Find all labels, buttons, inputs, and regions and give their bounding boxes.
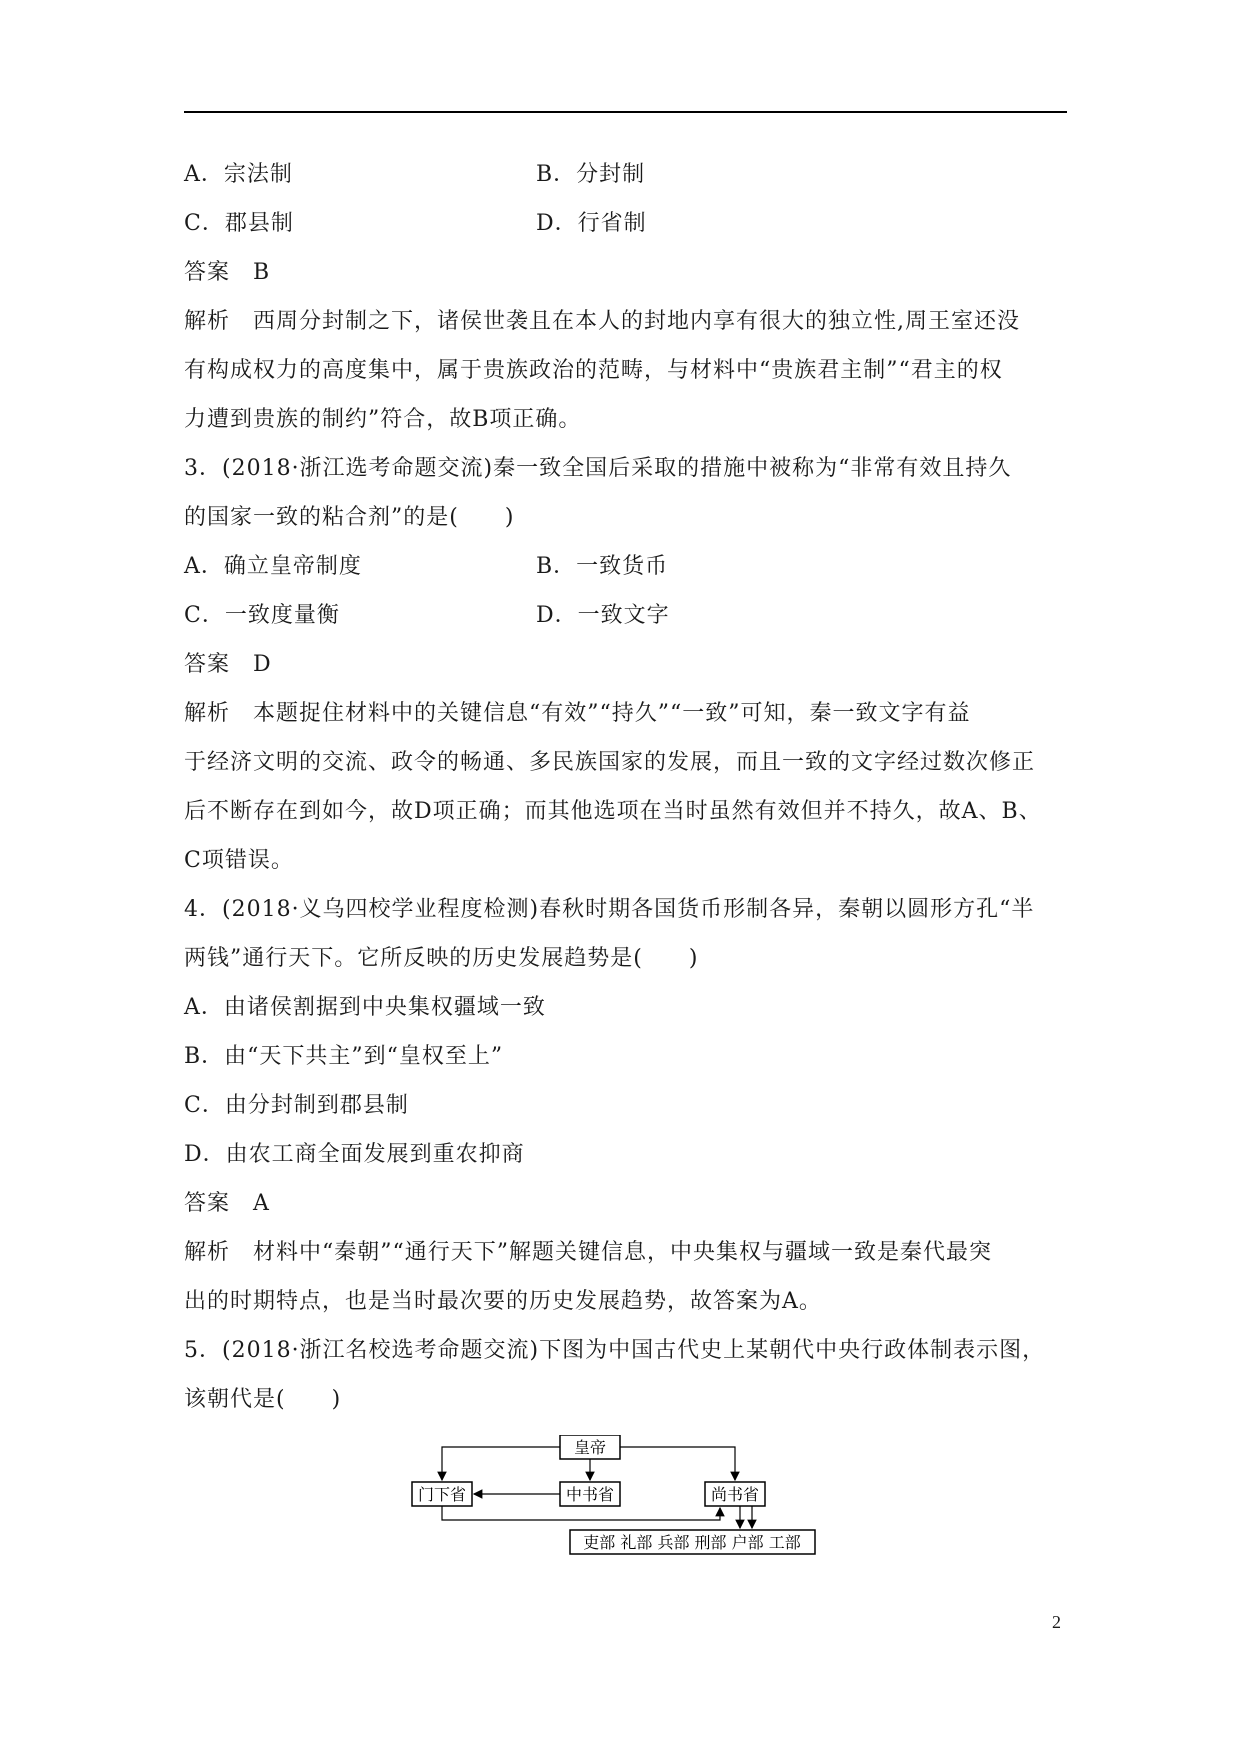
q2-option-d: D．行省制	[536, 211, 647, 236]
zhongshu-label: 中书省	[565, 1485, 615, 1504]
q3-analysis-line: 后不断存在到如今，故D项正确；而其他选项在当时虽然有效但并不持久，故A、B、	[184, 799, 1042, 824]
shangshu-label: 尚书省	[710, 1485, 760, 1504]
q3-stem-line: 的国家一致的粘合剂”的是( )	[184, 505, 515, 530]
q3-option-b: B．一致货币	[536, 554, 669, 579]
header-rule	[184, 111, 1067, 113]
q2-option-b: B．分封制	[536, 162, 646, 187]
q3-analysis-line: C项错误。	[184, 848, 294, 873]
q2-analysis-line: 解析 西周分封制之下，诸侯世袭且在本人的封地内享有很大的独立性,周王室还没	[184, 309, 1020, 334]
q3-option-a: A．确立皇帝制度	[184, 554, 362, 579]
q3-analysis-line: 解析 本题捉住材料中的关键信息“有效”“持久”“一致”可知，秦一致文字有益	[184, 701, 971, 726]
q2-answer: 答案 B	[184, 260, 271, 285]
page-number: 2	[1052, 1612, 1061, 1632]
ministries-label: 吏部 礼部 兵部 刑部 户部 工部	[583, 1533, 801, 1552]
q4-option-a: A．由诸侯割据到中央集权疆域一致	[184, 995, 546, 1020]
q2-analysis-line: 有构成权力的高度集中，属于贵族政治的范畴，与材料中“贵族君主制”“君主的权	[184, 358, 1003, 383]
q4-option-b: B．由“天下共主”到“皇权至上”	[184, 1044, 504, 1069]
arrow-menxia-shangshu	[442, 1506, 720, 1520]
arrow-emperor-shangshu	[620, 1447, 735, 1480]
q4-analysis-line: 解析 材料中“秦朝”“通行天下”解题关键信息，中央集权与疆域一致是秦代最突	[184, 1240, 992, 1265]
q3-analysis-line: 于经济文明的交流、政令的畅通、多民族国家的发展，而且一致的文字经过数次修正	[184, 750, 1036, 775]
q3-answer: 答案 D	[184, 652, 272, 677]
q4-stem-line: 两钱”通行天下。它所反映的历史发展趋势是( )	[184, 946, 699, 971]
administrative-diagram	[400, 1435, 840, 1575]
q2-option-a: A．宗法制	[184, 162, 293, 187]
q5-stem-line: 该朝代是( )	[184, 1387, 342, 1412]
q4-analysis-line: 出的时期特点，也是当时最次要的历史发展趋势，故答案为A。	[184, 1289, 822, 1314]
q2-option-c: C．郡县制	[184, 211, 294, 236]
emperor-label: 皇帝	[573, 1438, 607, 1457]
q3-stem-line: 3．(2018·浙江选考命题交流)秦一致全国后采取的措施中被称为“非常有效且持久	[184, 456, 1012, 481]
q4-stem-line: 4．(2018·义乌四校学业程度检测)春秋时期各国货币形制各异，秦朝以圆形方孔“半	[184, 897, 1035, 922]
menxia-label: 门下省	[417, 1485, 467, 1504]
q2-analysis-line: 力遭到贵族的制约”符合，故B项正确。	[184, 407, 582, 432]
q4-answer: 答案 A	[184, 1191, 270, 1216]
arrow-emperor-menxia	[442, 1447, 560, 1480]
q3-option-c: C．一致度量衡	[184, 603, 340, 628]
q4-option-c: C．由分封制到郡县制	[184, 1093, 409, 1118]
q4-option-d: D．由农工商全面发展到重农抑商	[184, 1142, 525, 1167]
q5-stem-line: 5．(2018·浙江名校选考命题交流)下图为中国古代史上某朝代中央行政体制表示图，	[184, 1338, 1046, 1363]
q3-option-d: D．一致文字	[536, 603, 670, 628]
